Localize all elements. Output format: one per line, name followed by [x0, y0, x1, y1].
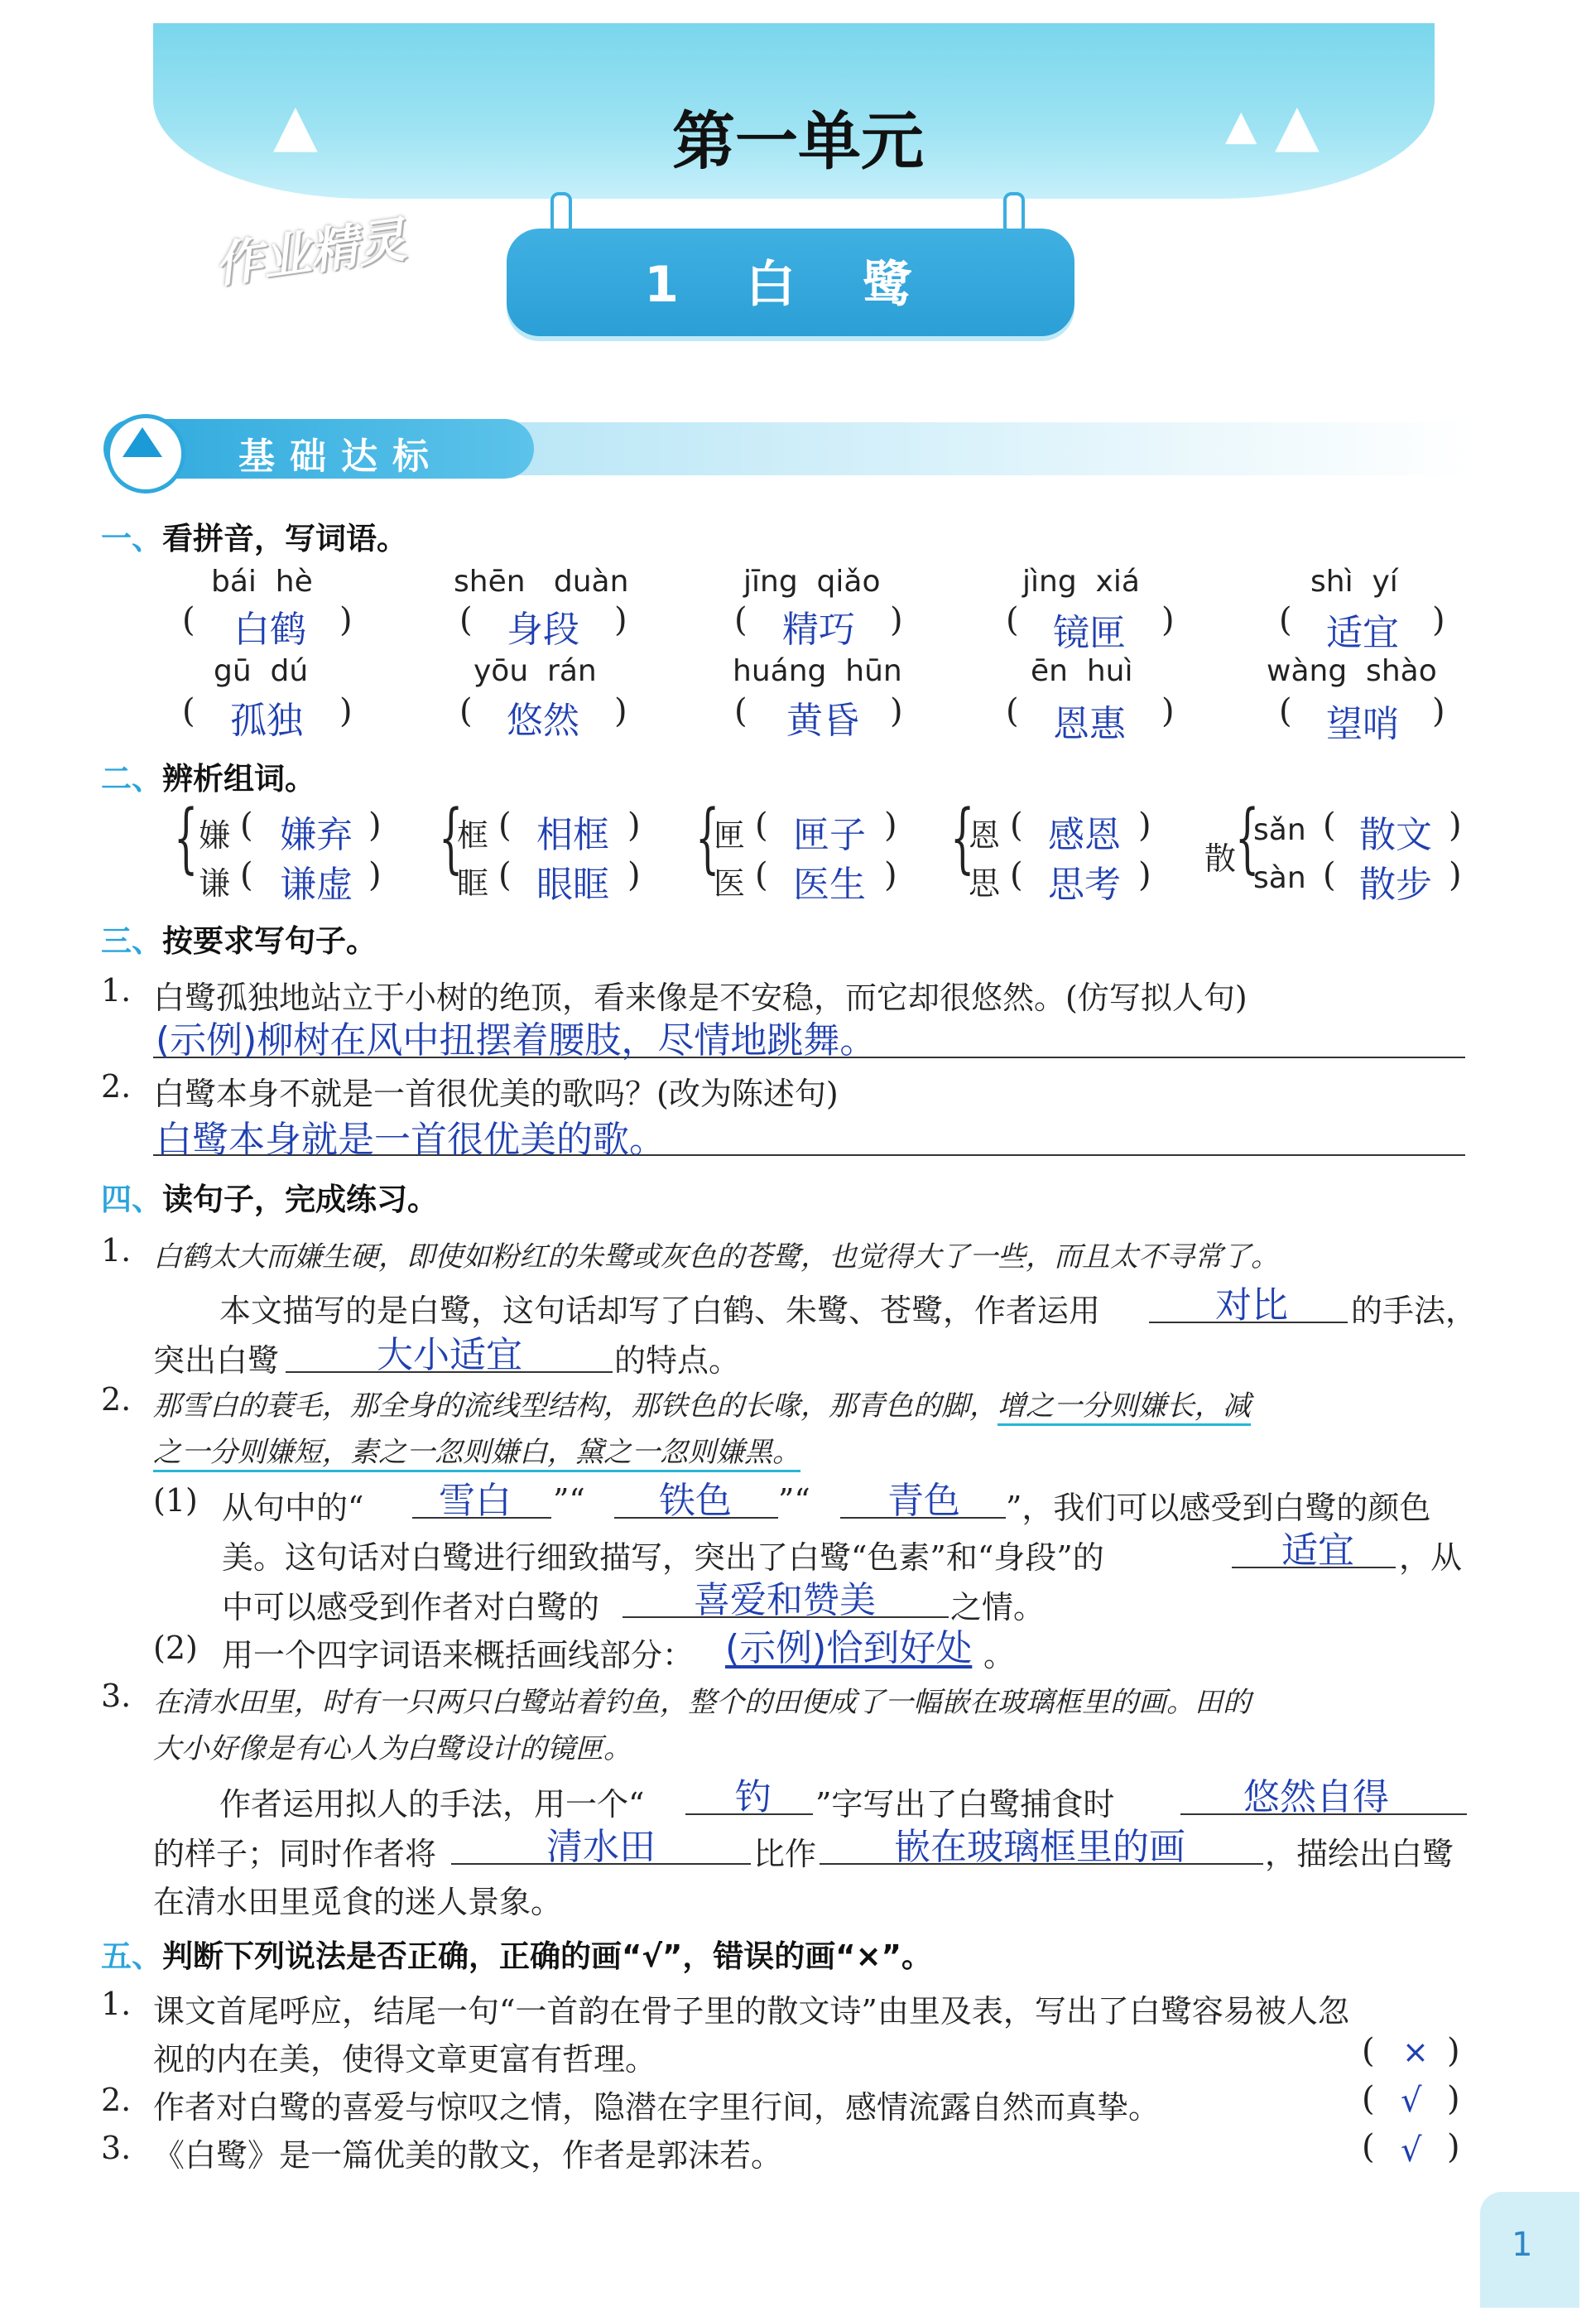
- answer-text: 嵌在玻璃框里的画: [894, 1826, 1185, 1868]
- answer-text: 白鹭本身就是一首很优美的歌。: [156, 1119, 666, 1161]
- answer-text: 眼眶: [536, 864, 609, 906]
- q5-heading: 五、判断下列说法是否正确，正确的画“√”，错误的画“×”。: [101, 1938, 932, 1974]
- watermark: 作业精灵: [211, 211, 410, 294]
- quoted-sentence: 在清水田里，时有一只两只白鹭站着钓鱼，整个的田便成了一幅嵌在玻璃框里的画。田的: [153, 1686, 1251, 1719]
- q1-heading: 一、看拼音，写词语。: [101, 521, 407, 556]
- answer-text: 身段: [507, 609, 579, 651]
- triangle-icon: [123, 427, 162, 457]
- quoted-sentence: 白鹤太大而嫌生硬，即使如粉红的朱鹭或灰色的苍鹭，也觉得大了一些，而且太不寻常了。: [153, 1240, 1279, 1274]
- answer-text: 适宜: [1281, 1529, 1354, 1572]
- answer-text: 精巧: [782, 609, 855, 651]
- answer-text: 白鹤: [233, 609, 306, 651]
- page-number: 1: [1512, 2226, 1533, 2264]
- unit-title: 第一单元: [672, 104, 924, 178]
- answer-text: 雪白: [439, 1480, 512, 1522]
- answer-text: 清水田: [546, 1826, 656, 1868]
- answer-text: 大小适宜: [377, 1334, 522, 1376]
- answer-text: 相框: [536, 814, 609, 856]
- answer-text: 悠然自得: [1243, 1776, 1389, 1818]
- answer-text: 散步: [1359, 864, 1432, 906]
- quoted-sentence: 大小好像是有心人为白鹭设计的镜匣。: [153, 1732, 632, 1765]
- answer-text: 散文: [1359, 814, 1432, 856]
- pinyin: jìng xiá: [1022, 565, 1140, 599]
- tree-icon: ▲: [1225, 101, 1257, 149]
- answer-text: 悠然: [507, 700, 579, 742]
- q3-heading: 三、按要求写句子。: [101, 923, 377, 959]
- answer-text: 望哨: [1326, 703, 1399, 745]
- pinyin: yōu rán: [474, 654, 597, 688]
- tree-icon: ▲: [273, 91, 318, 159]
- answer-text: 感恩: [1048, 814, 1121, 856]
- answer-text: (示例)恰到好处: [725, 1627, 973, 1669]
- judgment-mark: √: [1401, 2131, 1422, 2169]
- answer-text: 铁色: [659, 1480, 732, 1522]
- q2-heading: 二、辨析组词。: [101, 761, 315, 797]
- judgment-mark: √: [1401, 2082, 1422, 2120]
- answer-text: 喜爱和赞美: [694, 1579, 876, 1621]
- answer-text: 孤独: [230, 700, 303, 742]
- q4-heading: 四、读句子，完成练习。: [101, 1182, 438, 1217]
- answer-text: (示例)柳树在风中扭摆着腰肢，尽情地跳舞。: [156, 1019, 877, 1062]
- answer-text: 嫌弃: [280, 814, 353, 856]
- answer-text: 钓: [735, 1776, 772, 1818]
- pinyin: huáng hūn: [733, 654, 902, 688]
- judgment-mark: ×: [1402, 2034, 1429, 2070]
- answer-text: 恩惠: [1053, 703, 1126, 745]
- answer-text: 黄昏: [786, 700, 859, 742]
- pinyin: jīng qiǎo: [743, 565, 881, 599]
- answer-text: 镜匣: [1053, 612, 1126, 654]
- answer-text: 思考: [1048, 864, 1121, 906]
- pinyin: wàng shào: [1267, 654, 1437, 688]
- quoted-sentence: 之一分则嫌短，素之一忽则嫌白，黛之一忽则嫌黑。: [153, 1436, 800, 1469]
- section-title: 基础达标: [238, 436, 444, 478]
- tree-icon: ▲: [1275, 91, 1320, 159]
- answer-text: 青色: [887, 1480, 960, 1522]
- answer-text: 对比: [1215, 1284, 1288, 1327]
- answer-text: 适宜: [1326, 612, 1399, 654]
- pinyin: gū dú: [214, 654, 309, 688]
- pinyin: shì yí: [1310, 565, 1398, 599]
- section-fade: [497, 422, 1473, 475]
- answer-text: 谦虚: [280, 864, 353, 906]
- quoted-sentence: 那雪白的蓑毛，那全身的流线型结构，那铁色的长喙，那青色的脚，增之一分则嫌长，减: [153, 1389, 1251, 1423]
- lesson-title: 1 白 鹭: [644, 256, 937, 314]
- pinyin: bái hè: [211, 565, 313, 599]
- answer-text: 匣子: [793, 814, 866, 856]
- answer-text: 医生: [793, 864, 866, 906]
- pinyin: ēn huì: [1031, 654, 1133, 688]
- pinyin: shēn duàn: [454, 565, 629, 599]
